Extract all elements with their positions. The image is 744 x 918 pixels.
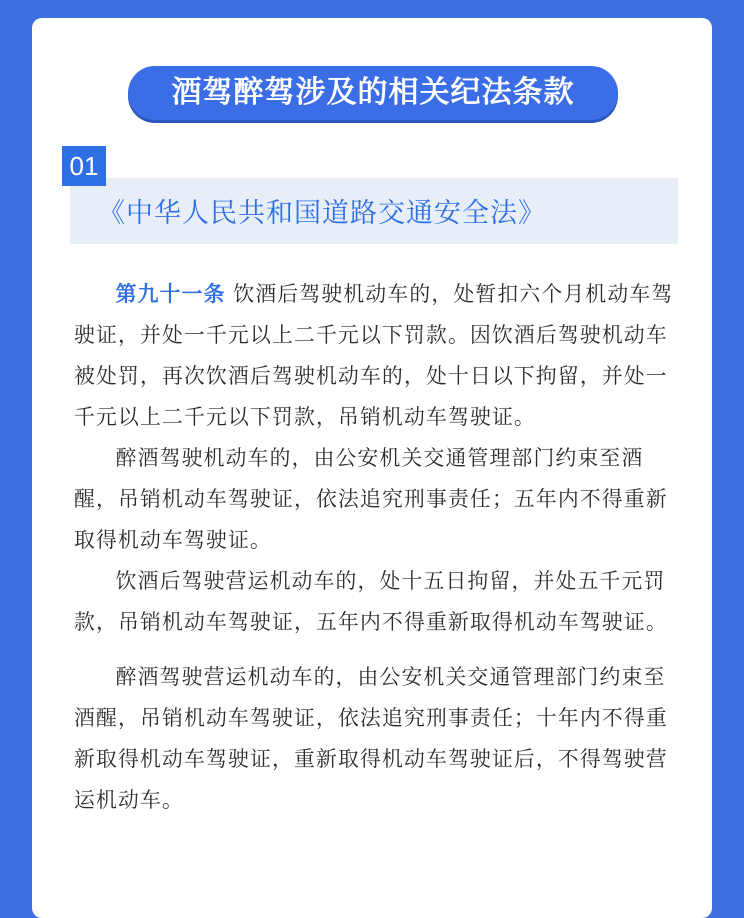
article-paragraph-2: 醉酒驾驶机动车的，由公安机关交通管理部门约束至酒醒，吊销机动车驾驶证，依法追究刑事责任；五年内不得重新取得机动车驾驶证。 [74,446,668,552]
section-number-badge: 01 [62,146,106,186]
article-paragraph-1 [74,274,674,438]
article-paragraph-1-text: 饮酒后驾驶机动车的，处暂扣六个月机动车驾驶证，并处一千元以上二千元以下罚款。因饮酒后驾驶机动车被处罚，再次饮酒后驾驶机动车的，处十日以下拘留，并处一千元以上二千元以下罚款，吊销机动车驾驶证。 [74,282,674,429]
law-title-band: 《中华人民共和国道路交通安全法》 [70,178,678,244]
article-paragraph-3: 饮酒后驾驶营运机动车的，处十五日拘留，并处五千元罚款，吊销机动车驾驶证，五年内不得重新取得机动车驾驶证。 [74,569,668,634]
article-content [74,274,674,821]
page-title: 酒驾醉驾涉及的相关纪法条款 [128,66,618,120]
article-label: 第九十一条 [115,282,226,306]
article-paragraph-4: 醉酒驾驶营运机动车的，由公安机关交通管理部门约束至酒醒，吊销机动车驾驶证，依法追究刑事责任；十年内不得重新取得机动车驾驶证，重新取得机动车驾驶证后，不得驾驶营运机动车。 [74,665,668,812]
